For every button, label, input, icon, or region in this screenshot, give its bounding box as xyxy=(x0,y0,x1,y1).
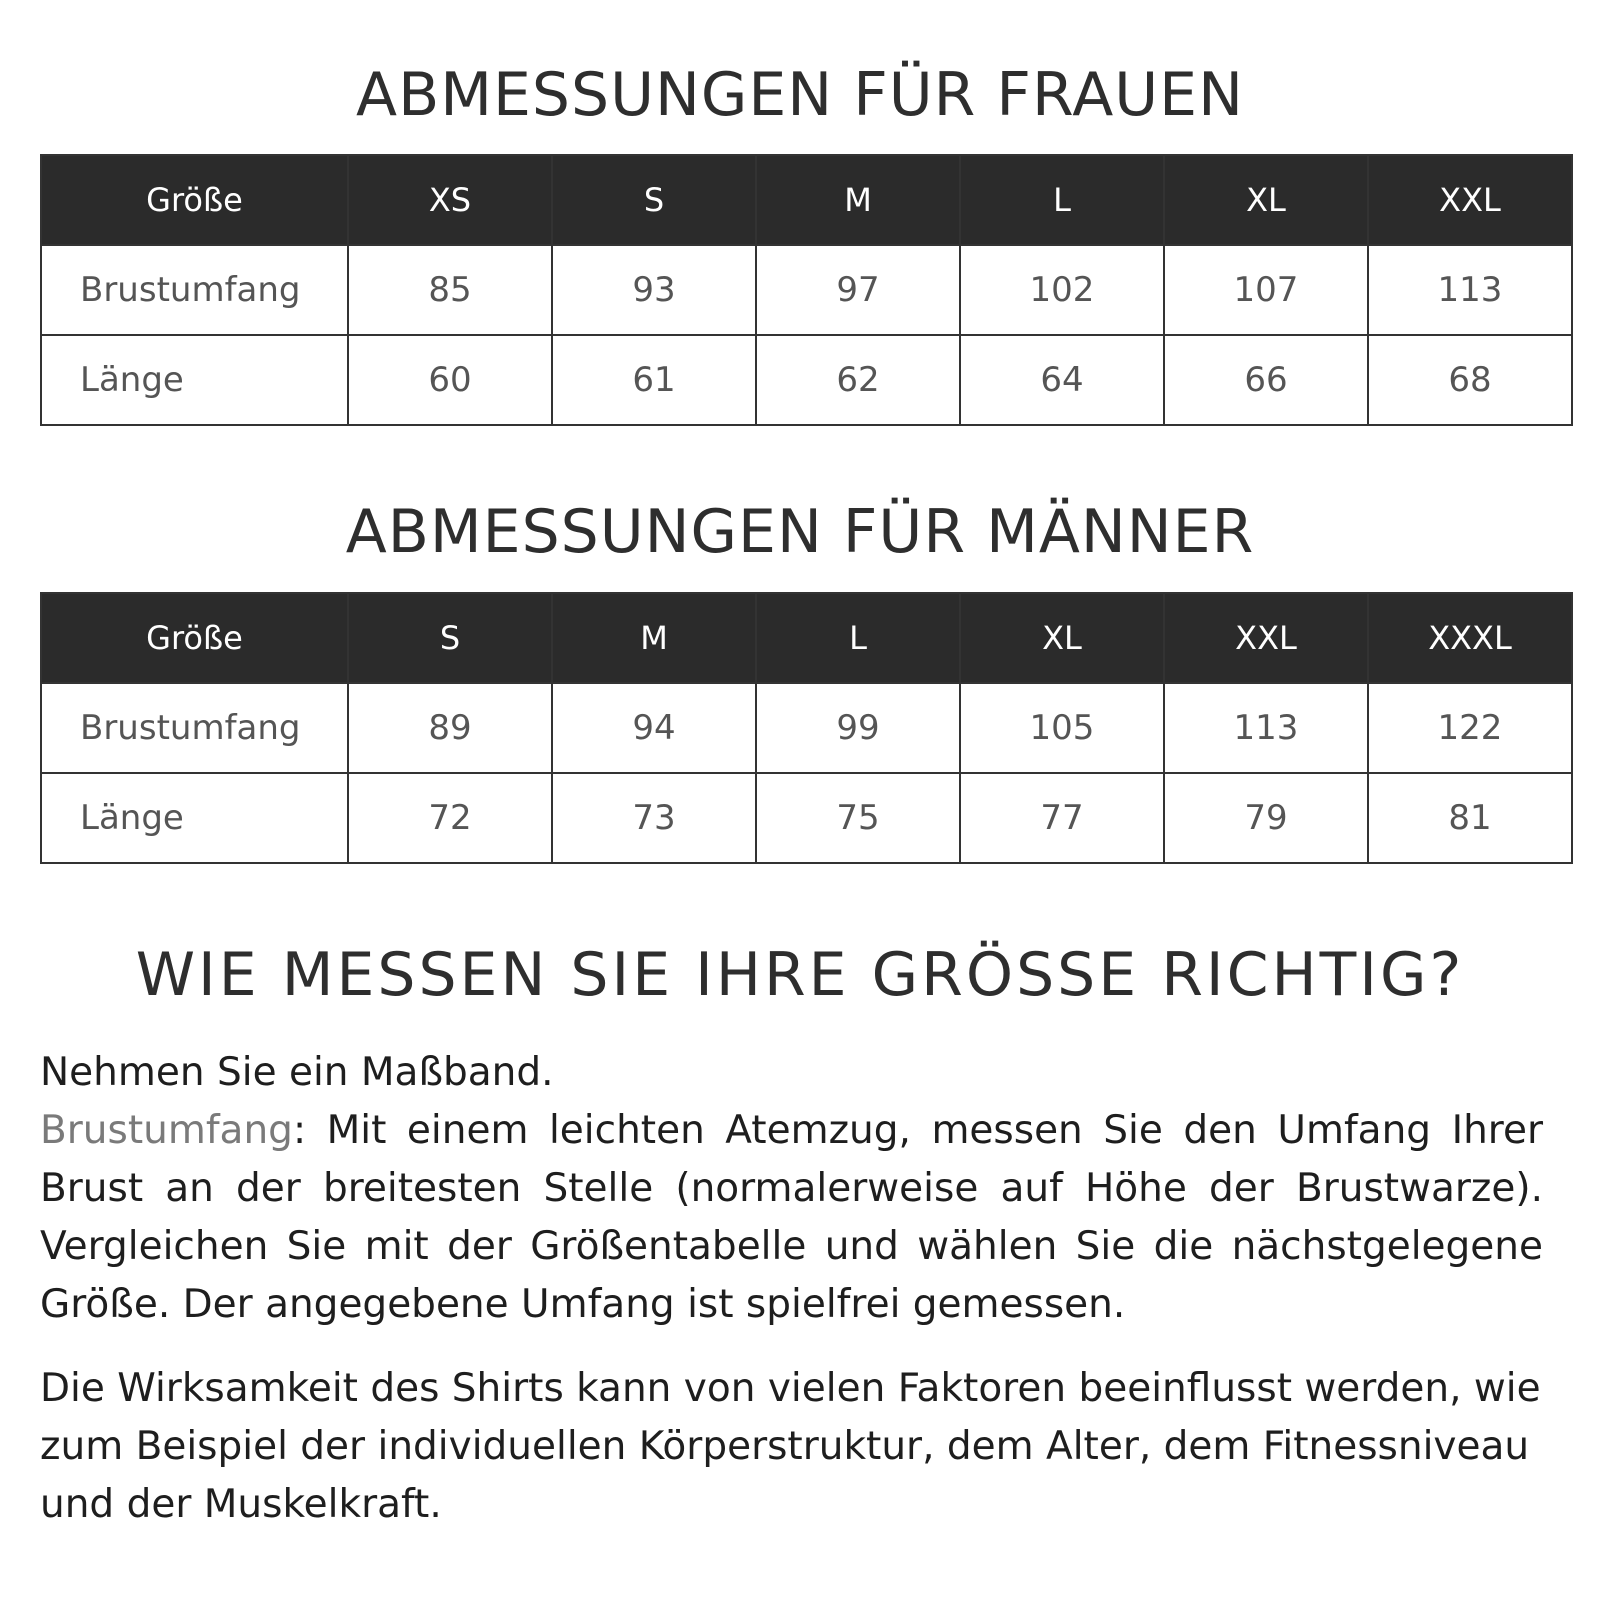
intro-text: Nehmen Sie ein Maßband. xyxy=(40,1050,554,1095)
table-cell: 81 xyxy=(1368,773,1572,863)
header-cell: XL xyxy=(1164,155,1368,245)
how-to-measure-title: WIE MESSEN SIE IHRE GRÖSSE RICHTIG? xyxy=(135,940,1465,1010)
table-cell: 113 xyxy=(1164,683,1368,773)
table-row xyxy=(41,683,1572,773)
chest-description: : Mit einem leichten Atemzug, messen Sie den Umfang Ihrer Brust an der breitesten Stelle (normalerweise auf Höhe der Brustwarze). Vergleichen Sie mit der Größentabelle und wählen Sie die nächstgelegene Größe. Der angegebene Umfang ist spielfrei gemessen. xyxy=(40,1108,1543,1327)
row-label: Brustumfang xyxy=(41,245,348,335)
table-cell: 105 xyxy=(960,683,1164,773)
table-header-row xyxy=(41,593,1572,683)
header-cell: XL xyxy=(960,593,1164,683)
disclaimer-text: Die Wirksamkeit des Shirts kann von vielen Faktoren beeinflusst werden, wie zum Beispiel der individuellen Körperstruktur, dem Alter, dem Fitnessniveau und der Muskelkraft. xyxy=(40,1366,1541,1527)
header-cell: Größe xyxy=(41,593,348,683)
table-cell: 75 xyxy=(756,773,960,863)
table-cell: 97 xyxy=(756,245,960,335)
table-cell: 89 xyxy=(348,683,552,773)
header-cell: Größe xyxy=(41,155,348,245)
table-cell: 122 xyxy=(1368,683,1572,773)
women-size-title: ABMESSUNGEN FÜR FRAUEN xyxy=(356,60,1244,130)
header-cell: S xyxy=(348,593,552,683)
table-cell: 68 xyxy=(1368,335,1572,425)
table-cell: 93 xyxy=(552,245,756,335)
header-cell: XXXL xyxy=(1368,593,1572,683)
men-size-table xyxy=(40,592,1573,864)
table-cell: 73 xyxy=(552,773,756,863)
chest-term: Brustumfang xyxy=(40,1108,293,1153)
table-cell: 113 xyxy=(1368,245,1572,335)
chest-instructions xyxy=(40,1102,1543,1334)
header-cell: XXL xyxy=(1368,155,1572,245)
table-cell: 66 xyxy=(1164,335,1368,425)
header-cell: XS xyxy=(348,155,552,245)
table-cell: 61 xyxy=(552,335,756,425)
table-cell: 62 xyxy=(756,335,960,425)
header-cell: S xyxy=(552,155,756,245)
table-cell: 79 xyxy=(1164,773,1368,863)
table-cell: 77 xyxy=(960,773,1164,863)
header-cell: L xyxy=(960,155,1164,245)
row-label: Brustumfang xyxy=(41,683,348,773)
table-cell: 99 xyxy=(756,683,960,773)
table-cell: 72 xyxy=(348,773,552,863)
table-cell: 85 xyxy=(348,245,552,335)
table-cell: 60 xyxy=(348,335,552,425)
table-row xyxy=(41,245,1572,335)
table-row xyxy=(41,335,1572,425)
women-size-table xyxy=(40,154,1573,426)
header-cell: M xyxy=(756,155,960,245)
table-header-row xyxy=(41,155,1572,245)
table-cell: 102 xyxy=(960,245,1164,335)
men-size-title: ABMESSUNGEN FÜR MÄNNER xyxy=(345,497,1255,567)
header-cell: M xyxy=(552,593,756,683)
table-cell: 107 xyxy=(1164,245,1368,335)
row-label: Länge xyxy=(41,335,348,425)
header-cell: L xyxy=(756,593,960,683)
table-cell: 94 xyxy=(552,683,756,773)
table-row xyxy=(41,773,1572,863)
table-cell: 64 xyxy=(960,335,1164,425)
row-label: Länge xyxy=(41,773,348,863)
header-cell: XXL xyxy=(1164,593,1368,683)
